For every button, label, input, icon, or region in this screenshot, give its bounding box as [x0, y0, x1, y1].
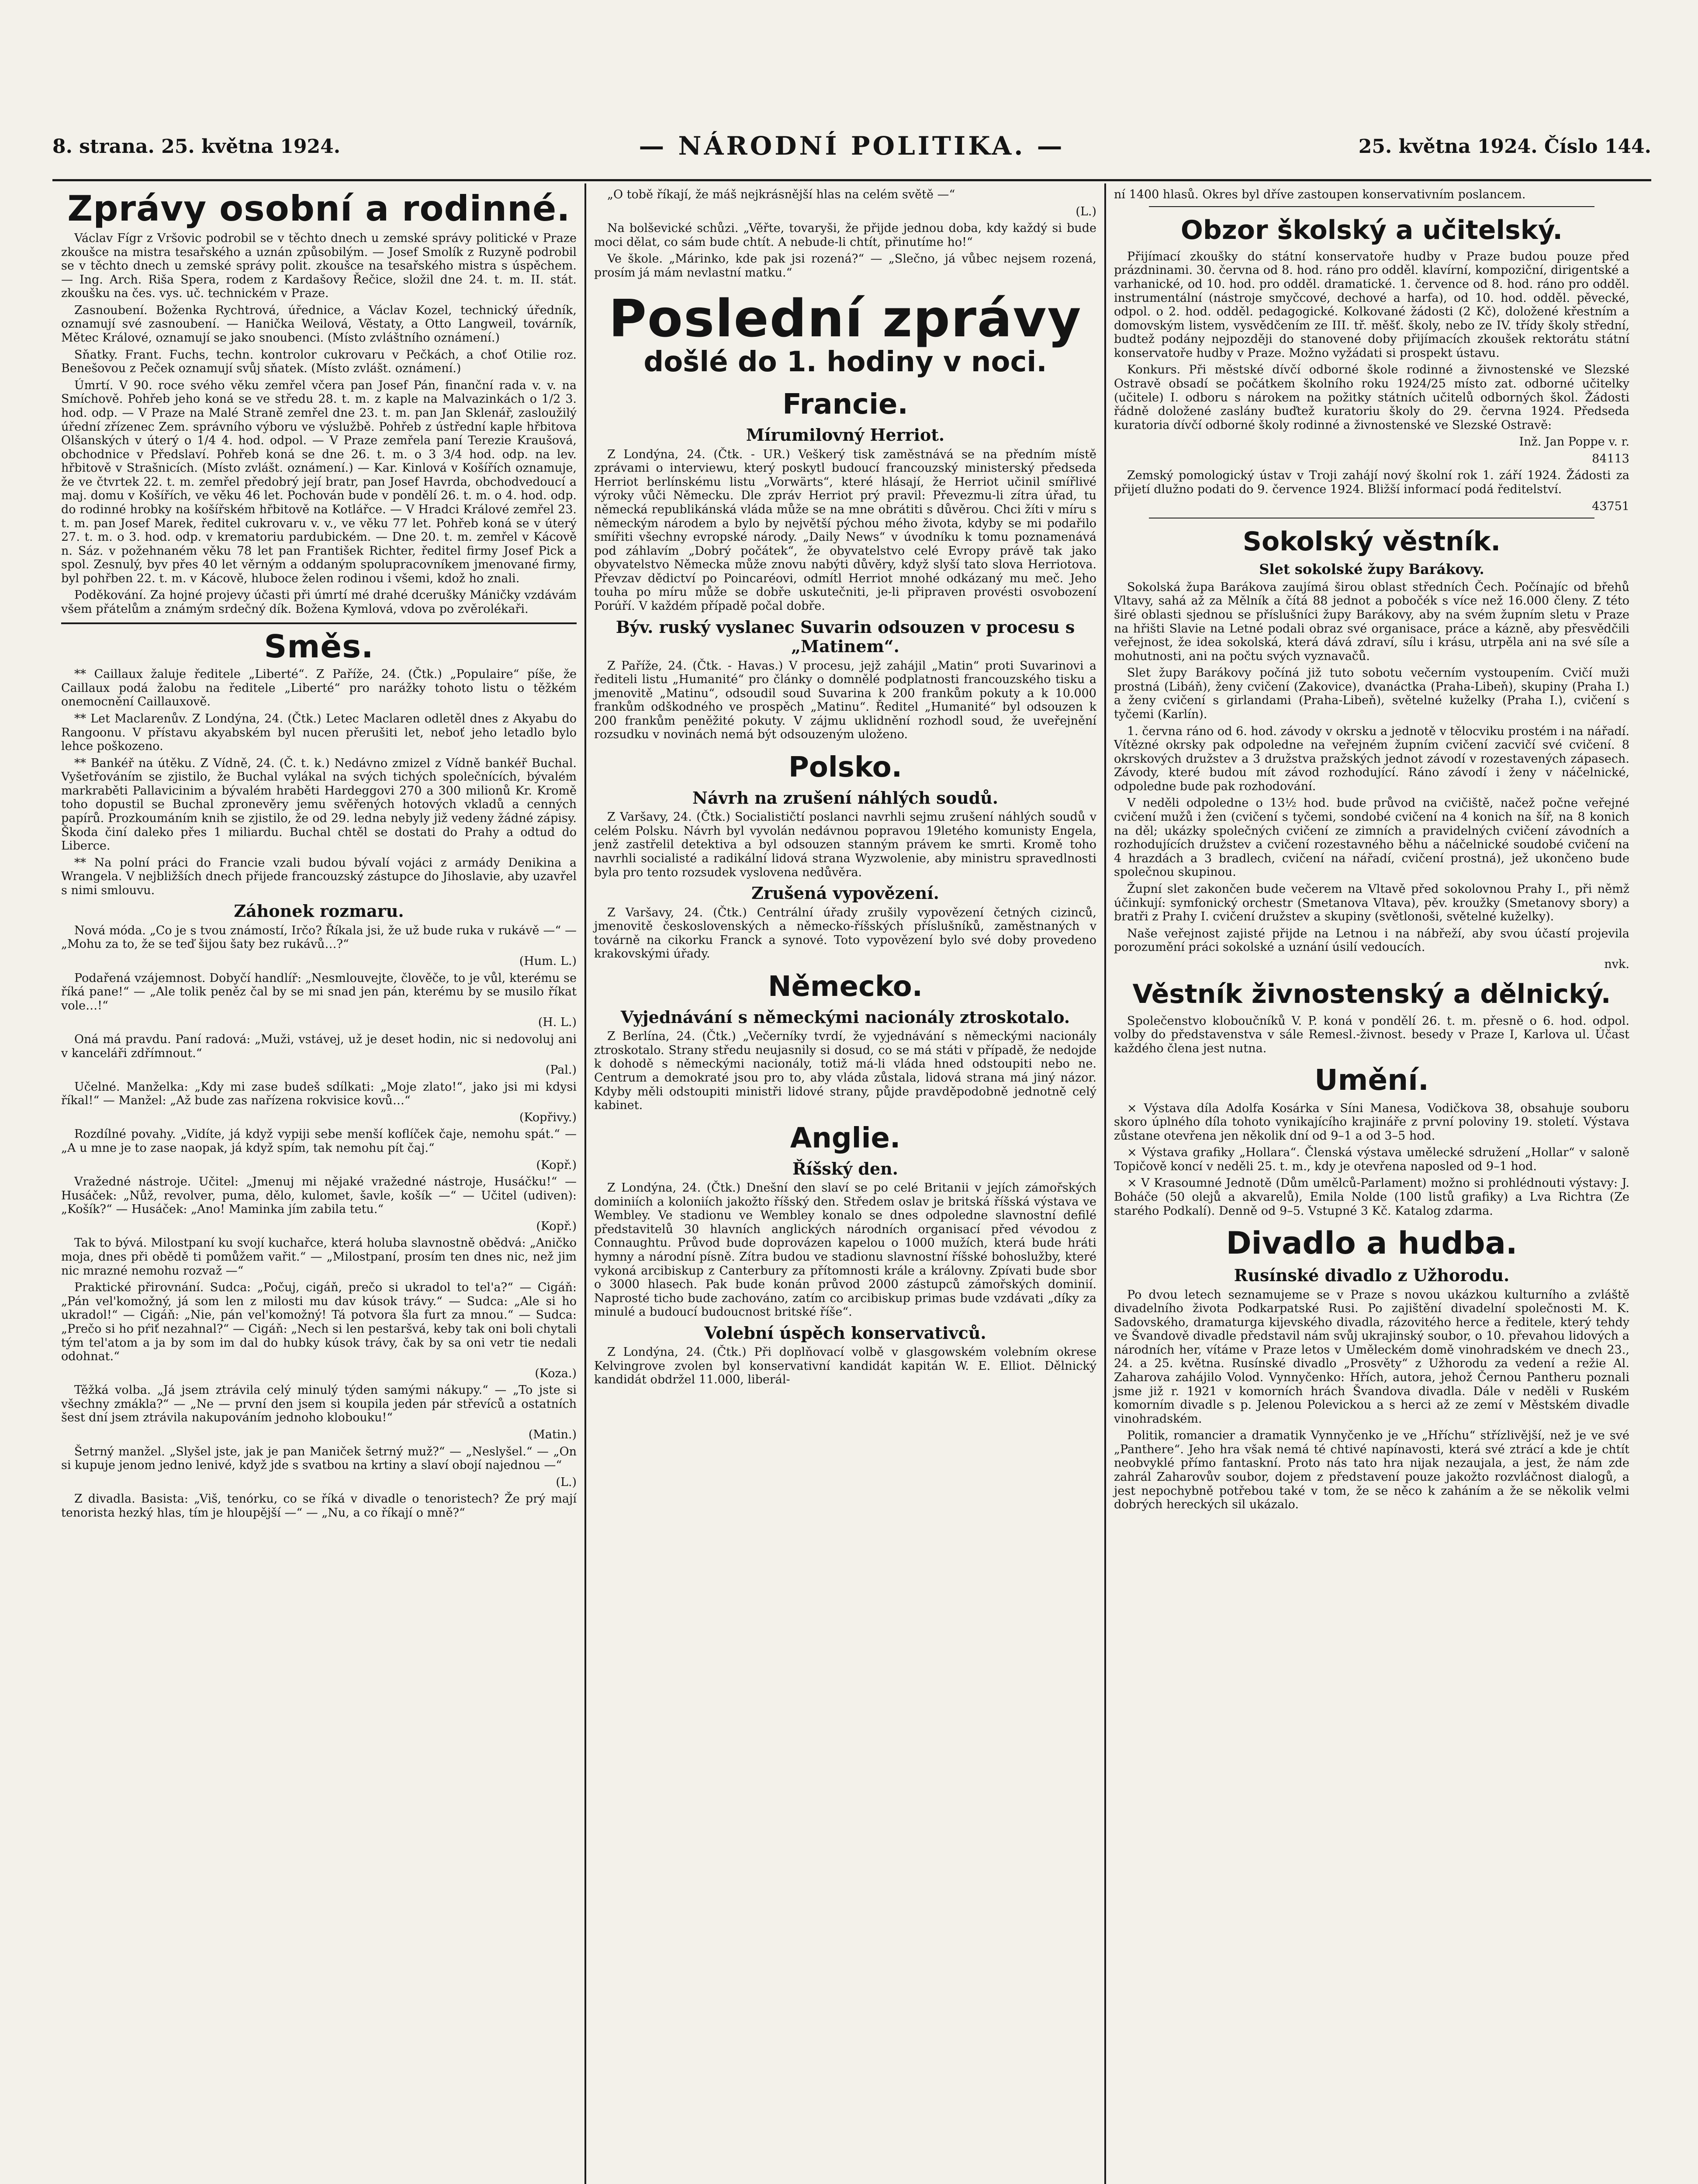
article-paragraph: ** Na polní práci do Francie vzali budou bývalí vojáci z armády Denikina a Wrangela. V nejbližších dnech přijede francouzský zástupce do Jihoslavie, aby uzavřel s nimi smlouvu.	[61, 856, 577, 897]
section-title-personal-news: Zprávy osobní a rodinné.	[67, 188, 571, 229]
column-2	[594, 188, 1096, 1390]
joke-paragraph: Ve škole. „Márinko, kde pak jsi rozená?“ — „Slečno, já vůbec nejsem rozená, prosím já mám nevlastní matku.“	[594, 252, 1096, 280]
article-paragraph: Z Londýna, 24. (Čtk. - UR.) Veškerý tisk zaměstnává se na předním místě zprávami o interviewu, který poskytl budoucí francouzský ministerský předseda Herriot berlínskému listu „Vorwärts“, které hlásají, že Herriot učinil smířlivé výroky vůči Německu. Dle zpráv Herriot prý pravil: Převezmu-li zítra úřad, tu německá republikánská vláda může se na mne obrátiti s důvěrou. Chci žíti v míru s německým národem a bylo by největší pýchou mého života, kdyby se mi podařilo smířiti všechny evropské národy. „Daily News“ v úvodníku k tomu poznamenává pod záhlavím „Dobrý počátek“, že obyvatelstvo celé Evropy právě tak jako obyvatelstvo Německa může znovu nabýti důvěry, když slyší tato slova Herriotova. Převzav dědictví po Poincaréovi, odmítl Herriot mnohé odkázaný mu meč. Jeho touha po míru může se dobře uskutečniti, je-li připraven provésti osvobození Porúří. V každém případě počal dobře.	[594, 447, 1096, 613]
article-paragraph: 1. června ráno od 6. hod. závody v okrsku a jednotě v tělocviku prostém i na nářadí. Vítězné okrsky pak odpoledne na veřejném župním cvičení zacvičí své cvičení. 8 okrskových družstev a 3 družstva pražských jednot závodí v rozestavených zápasech. Závody, které budou mít závod rozhodující. Ráno závodí i ženy v náčelnické, odpoledne bude pak rozhodování.	[1114, 724, 1629, 793]
section-title-theatre: Divadlo a hudba.	[1226, 1225, 1518, 1261]
article-paragraph: × V Krasoumné Jednotě (Dům umělců-Parlament) možno si prohlédnouti výstavy: J. Boháče (50 olejů a akvarelů), Emila Nolde (100 listů grafiky) a Lva Richtra (Ze starého Podkalí). Denně od 9–5. Vstupné 3 Kč. Katalog zdarma.	[1114, 1176, 1629, 1218]
article-paragraph: Župní slet zakončen bude večerem na Vltavě před sokolovnou Prahy I., při němž účinkují: symfonický orchestr (Smetanova Vltava), pěv. kroužky (Smetanovy sbory) a bratři z Prahy I. cvičení družstev a skupiny (světlonoši, světelné kuželky).	[1114, 882, 1629, 924]
article-paragraph: Sňatky. Frant. Fuchs, techn. kontrolor cukrovaru v Pečkách, a choť Otilie roz. Benešovou z Peček oznamují svůj sňatek. (Místo zvlášt. oznámení.)	[61, 348, 577, 376]
country-heading-england: Anglie.	[790, 1122, 901, 1154]
joke-source: (Kopř.)	[536, 1158, 577, 1172]
joke-source: (Matin.)	[528, 1427, 577, 1441]
section-title-sokol: Sokolský věstník.	[1242, 526, 1501, 557]
newspaper-title: — NÁRODNÍ POLITIKA. —	[639, 131, 1065, 161]
article-paragraph: Společenstvo kloboučníků V. P. koná v pondělí 26. t. m. přesně o 6. hod. odpol. volby do představenstva v sále Remesl.-živnost. besedy v Praze I, Karlova ul. Účast každého člena jest nutna.	[1114, 1014, 1629, 1055]
article-paragraph: Přijímací zkoušky do státní konservatoře hudby v Praze budou pouze před prázdninami. 30. června od 8. hod. ráno pro odděl. klavírní, kompoziční, dirigentské a varhanické, od 10. hod. pro odděl. dramatické. 1. července od 8. hod. ráno pro odděl. instrumentální (nástroje smyčcové, dechové a harfa), od 10. hod. odděl. pěvecké, odpol. o 2. hod. odděl. pedagogické. Kolkované žádosti (2 Kč), doložené křestním a domovským listem, vysvědčením ze III. tř. měšť. školy, nebo ze IV. třídy školy střední, budtež podány nejpozději do stanovené doby přijímacích zkoušek rektorátu státní konservatoře hudby v Praze. Možno vyžádati si prospekt ústavu.	[1114, 249, 1629, 360]
section-title-smes: Směs.	[264, 628, 374, 665]
article-subhead: Zrušená vypovězení.	[751, 883, 939, 903]
article-paragraph: Z Varšavy, 24. (Čtk.) Socialističtí poslanci navrhli sejmu zrušení náhlých soudů v celém Polsku. Návrh byl vyvolán nedávnou popravou 19letého komunisty Engela, jenž zastřelil detektiva a byl odsouzen stanným právem ke smrti. Kromě toho navrhli socialisté a radikální lidová strana Wyzwolenie, aby ministru spravedlnosti byla pro tento rozsudek vyslovena nedůvěra.	[594, 810, 1096, 879]
column-divider-2	[1104, 183, 1106, 2184]
page-date-left: 8. strana. 25. května 1924.	[52, 135, 341, 158]
joke-source: (Kopřivy.)	[519, 1110, 577, 1124]
joke-paragraph: Rozdílné povahy. „Vidíte, já když vypiji sebe menší koflíček čaje, nemohu spát.“ — „A u mne je to zase naopak, já když spím, tak nemohu pít čaj.“	[61, 1127, 577, 1155]
article-subhead: Slet sokolské župy Barákovy.	[1259, 561, 1484, 578]
article-paragraph: Sokolská župa Barákova zaujímá širou oblast středních Čech. Počínajíc od břehů Vltavy, sahá až za Mělník a čítá 88 jednot a pobočék s více než 16.000 členy. Z této širé oblasti sjednou se příslušníci župy Barákovy, aby na svém župním sletu v Praze na hřišti Slavie na Letné podali obraz své organisace, práce a kázně, aby přesvědčili veřejnost, že idea sokolská, která dává zdraví, sílu i krásu, utrpěla ani na své síle a mohutnosti, ani na počtu svých vyznavačů.	[1114, 580, 1629, 663]
article-paragraph: ní 1400 hlasů. Okres byl dříve zastoupen konservativním poslancem.	[1114, 188, 1526, 201]
article-paragraph: Úmrtí. V 90. roce svého věku zemřel včera pan Josef Pán, finanční rada v. v. na Smíchově. Pohřeb jeho koná se ve středu 28. t. m. z kaple na Malvazinkách o 1/2 3. hod. odp. — V Praze na Malé Straně zemřel dne 23. t. m. pan Jan Sklenář, zasloužilý úřední zřízenec Zem. správního výboru ve výslužbě. Pohřeb z ústřední kaple hřbitova Olšanských v úterý o 1/4 4. hod. odpol. — V Praze zemřela paní Terezie Kraušová, obchodnice v Předslaví. Pohřeb koná se dne 26. t. m. o 3 3/4 hod. odp. na lev. hřbitově v Strašnicích. (Místo zvlášt. oznámení.) — Kar. Kinlová v Košířích oznamuje, že ve čtvrtek 22. t. m. zemřel předobrý její bratr, pan Josef Havrda, obchodvedoucí a maj. domu v Košířích, ve věku 46 let. Pochován bude v pondělí 26. t. m. o 4. hod. odp. do rodinné hrobky na košířském hřbitově na Kotlářce. — V Hradci Králové zemřel 23. t. m. pan Josef Marek, ředitel cukrovaru v. v., ve věku 77 let. Pohřeb koná se v úterý 27. t. m. o 3. hod. odp. v krematoriu pardubickém. — Dne 20. t. m. zemřel v Kácově n. Sáz. v požehnaném věku 78 let pan František Richter, ředitel firmy Josef Pick a spol. Zesnulý, byv přes 40 let věrným a oddaným spolupracovníkem jmenované firmy, byl pohřben 22. t. m. v Kácově, hluboce želen rodinou i všemi, kdož ho znali.	[61, 378, 577, 585]
masthead	[52, 127, 1651, 179]
masthead-rule	[52, 179, 1651, 181]
article-paragraph: Z Varšavy, 24. (Čtk.) Centrální úřady zrušily vypovězení četných cizinců, jmenovitě československých a německo-říšských příslušníků, zaměstnaných v továrně na cikorku Franck a synové. Toto vypovězení bylo své doby provedeno krakovskými úřady.	[594, 905, 1096, 961]
joke-paragraph: Tak to bývá. Milostpaní ku svojí kuchařce, která holuba slavnostně obědvá: „Aničko moja, dnes při obědě ti pomůžem vařit.“ — „Milostpaní, prosím ten dnes nic, než jim nic mrazné nemohu rozvaž —“	[61, 1236, 577, 1278]
joke-source: (L.)	[1076, 204, 1096, 218]
article-subhead: Říšský den.	[792, 1158, 899, 1178]
article-subhead: Návrh na zrušení náhlých soudů.	[692, 788, 999, 808]
article-paragraph: ** Let Maclarenův. Z Londýna, 24. (Čtk.) Letec Maclaren odletěl dnes z Akyabu do Rangoonu. V přístavu akyabském byl nucen přerušiti let, neboť jeho letadlo bylo lehce poškozeno.	[61, 712, 577, 753]
article-subhead: Rusínské divadlo z Užhorodu.	[1234, 1265, 1510, 1286]
article-paragraph: Zasnoubení. Boženka Rychtrová, úřednice, a Václav Kozel, technický úředník, oznamují své zasnoubení. — Hanička Weilová, Věstaty, a Otto Langweil, továrník, Mětec Králové, oznamují se jako snoubenci. (Místo zvláštního oznámení.)	[61, 303, 577, 345]
article-paragraph: Poděkování. Za hojné projevy účasti při úmrtí mé drahé dcerušky Máničky vzdávám všem přátelům a známým srdečný dík. Božena Kymlová, vdova po zvěrolékaři.	[61, 588, 577, 616]
signature: nvk.	[1604, 957, 1629, 971]
article-paragraph: ** Bankéř na útěku. Z Vídně, 24. (Č. t. k.) Nedávno zmizel z Vídně bankéř Buchal. Vyšetřováním se zjistilo, že Buchal vylákal na svých tichých společnících, bývalém markraběti Pallavicinim a bývalém hraběti Hardeggovi 270 a 300 milionů Kr. Kromě toho dopustil se Buchal zpronevěry jemu svěřených hotových vkladů a cenných papírů. Prozkoumáním knih se zjistilo, že od 29. ledna nebyly již vedeny žádné zápisy. Škoda činí daleko přes 1 miliardu. Buchal chtěl se dostati do Prahy a odtud do Liberce.	[61, 756, 577, 853]
ad-number: 43751	[1592, 499, 1629, 513]
article-paragraph: Z Londýna, 24. (Čtk.) Při doplňovací volbě v glasgowském volebním okrese Kelvingrove zvolen byl konservativní kandidát kapitán W. E. Elliot. Dělnický kandidát obdržel 11.000, liberál-	[594, 1345, 1096, 1387]
article-paragraph: × Výstava díla Adolfa Kosárka v Síni Manesa, Vodičkova 38, obsahuje souboru skoro úplného díla tohoto vynikajícího krajináře z první poloviny 19. století. Výstava zůstane otevřena jen několik dní od 9–1 a od 3–5 hod.	[1114, 1101, 1629, 1143]
joke-source: (Koza.)	[535, 1366, 577, 1380]
joke-paragraph: Praktické přirovnání. Sudca: „Počuj, cigáň, prečo si ukradol to tel'a?“ — Cigáň: „Pán vel'komožný, já som len z milosti mu dav kúsok trávy.“ — Sudca: „Ale si ho ukradol!“ — Cigáň: „Nie, pán vel'komožný! Tá potvora šla furt za mnou.“ — Sudca: „Prečo si ho pŕiť nezahnal?“ — Cigáň: „Nech si len pestaršvá, keby tak oni boli chytali tým tel'atom a ja by som im dal do hubky kúsok trávy, čak by sa oni vetr tie nedali odohnat.“	[61, 1281, 577, 1364]
joke-source: (Kopř.)	[536, 1219, 577, 1233]
joke-paragraph: Šetrný manžel. „Slyšel jste, jak je pan Maniček šetrný muž?“ — „Neslyšel.“ — „On si kupuje jenom jedno lenivé, když jde s svatbou na krtiny a slaví obojí najednou —“	[61, 1444, 577, 1472]
section-title-trade: Věstník živnostenský a dělnický.	[1132, 979, 1611, 1010]
article-paragraph: Zemský pomologický ústav v Troji zahájí nový školní rok 1. září 1924. Žádosti za přijetí dlužno podati do 9. července 1924. Bližší informací podá ředitelství.	[1114, 469, 1629, 497]
article-paragraph: Slet župy Barákovy počíná již tuto sobotu večerním vystoupením. Cvičí muži prostná (Libáň), ženy cvičení (Zakovice), dvanáctka (Praha-Libeň), skupiny (Praha I.) a ženy cvičení s girlandami (Praha-Libeň), světelné kuželky (Praha I.), cvičení s tyčemi (Karlín).	[1114, 666, 1629, 721]
country-heading-poland: Polsko.	[788, 751, 903, 784]
article-paragraph: Z Paříže, 24. (Čtk. - Havas.) V procesu, jejž zahájil „Matin“ proti Suvarinovi a řediteli listu „Humanité“ pro články o domnělé podplatnosti francouzského tisku a jmenovitě „Matinu“, odsoudil soud Suvarina k 200 frankům pokuty a k 10.000 frankům odškodného ve prospěch „Matinu“. Ředitel „Humanité“ byl odsouzen k 200 frankům peněžité pokuty. V zájmu uklidnění rozhodl soud, že uveřejnění rozsudku v novinách nemá být odsouzeným uloženo.	[594, 659, 1096, 742]
article-paragraph: Politik, romancier a dramatik Vynnyčenko je ve „Hříchu“ střízlivější, než je ve své „Panthere“. Jeho hra však nemá té chtivé napínavosti, která své ztrácí a kde je chtít neobvyklé přímo fantaskní. Proto nás tato hra nijak nezaujala, a jest, že nám zde zahrál Zaharovův soubor, dojem z představení pouze jakožto rozvláčnost dialogů, a jest nepochybně potřebou také v tom, že se něco k zaháním a že se několik velmi dobrých hereckých sil ukázalo.	[1114, 1429, 1629, 1512]
section-title-art: Umění.	[1314, 1063, 1429, 1097]
country-heading-germany: Německo.	[768, 970, 923, 1003]
article-subhead: Mírumilovný Herriot.	[746, 425, 945, 445]
section-rule	[1149, 206, 1594, 207]
article-paragraph: Konkurs. Při městské dívčí odborné škole rodinné a živnostenské ve Slezské Ostravě obsadí se počátkem školního roku 1924/25 místo zat. odborné učitelky (učitele) I. odboru s nárokem na požitky státních učitelů odborných škol. Žádosti řádně doložené zaslány buďtež kuratoriu školy do 29. června 1924. Předseda kuratoria dívčí odborné školy rodinné a živnostenské ve Slezské Ostravě:	[1114, 363, 1629, 432]
joke-paragraph: Oná má pravdu. Paní radová: „Muži, vstávej, už je deset hodin, nic si nedovoluj ani v kanceláři zdřímnout.“	[61, 1032, 577, 1060]
joke-paragraph: Podařená vzájemnost. Dobyčí handlíř: „Nesmlouvejte, člověče, to je vůl, kterému se říká pane!“ — „Ale tolik peněz čal by se mi snad jen pán, kterému by se musilo říkat vole…!“	[61, 971, 577, 1013]
headline-latest-news-sub: došlé do 1. hodiny v noci.	[643, 346, 1047, 379]
signature: Inž. Jan Poppe v. r.	[1519, 435, 1629, 449]
article-paragraph: Václav Fígr z Vršovic podrobil se v těchto dnech u zemské správy politické v Praze zkoušce na mistra tesařského a uznán způsobilým. — Josef Smolík z Ruzyně podrobil se v těchto dnech u zemské správy polit. zkoušce na tesařského mistra s úspěchem. — Ing. Arch. Riša Spera, rodem z Kardašovy Řečice, složil dne 24. t. m. II. stát. zkoušku na čes. vys. uč. technickém v Praze.	[61, 232, 577, 301]
column-1	[61, 188, 577, 1523]
joke-paragraph: Nová móda. „Co je s tvou známostí, Irčo? Říkala jsi, že už bude ruka v rukávě —“ — „Mohu za to, že se teď šijou šaty bez rukávů…?“	[61, 923, 577, 951]
column-3	[1114, 188, 1629, 1515]
article-subhead: Volební úspěch konservativců.	[704, 1323, 986, 1343]
article-paragraph: Naše veřejnost zajisté přijde na Letnou i na nábřeží, aby svou účastí projevila porozumění práci sokolské a uznání úsilí vedoucích.	[1114, 926, 1629, 954]
joke-source: (H. L.)	[538, 1016, 577, 1030]
joke-source: (L.)	[556, 1475, 577, 1489]
issue-date-right: 25. května 1924. Číslo 144.	[1358, 135, 1651, 158]
joke-paragraph: Učelné. Manželka: „Kdy mi zase budeš sdílkati: „Moje zlato!“, jako jsi mi kdysi říkal!“ — Manžel: „Až bude zas nařízena rokvisice kovů…“	[61, 1080, 577, 1108]
joke-paragraph: Z divadla. Basista: „Viš, tenórku, co se říká v divadle o tenoristech? Že prý mají tenorista hezký hlas, tím je hloupější —“ — „Nu, a co říkají o mně?“	[61, 1492, 577, 1520]
section-rule	[61, 622, 577, 624]
joke-source: (Hum. L.)	[519, 954, 577, 968]
joke-paragraph: Na bolševické schůzi. „Věřte, tovaryši, že přijde jednou doba, kdy každý si bude moci dělat, co sám bude chtít. A nebude-li chtít, přinutíme ho!“	[594, 221, 1096, 249]
article-subhead: Vyjednávání s německými nacionály ztroskotalo.	[620, 1007, 1070, 1027]
article-paragraph: Po dvou letech seznamujeme se v Praze s novou ukázkou kulturního a zvláště divadelního života Podkarpatské Rusi. Po zajištění divadelní společnosti M. K. Sadovského, dramaturga kijevského divadla, rázovitého herce a ředitele, který tehdy ve Švandově divadle představil nám svůj ukrajinský soubor, o 10. převahou lidových a národních her, vítáme v Praze letos v Uměleckém domě vinohradském ve dnech 23., 24. a 25. května. Rusínské divadlo „Prosvěty“ z Užhorodu za vedení a režie Al. Zaharova zahájilo Volod. Vynnyčenko: Hřích, autora, jehož Černou Pantheru poznali jsme již r. 1921 v komorních hrách Švandova divadla. Dále v neděli v Ruském komorním divadle s p. Jelenou Polevickou a s herci až ze zemí v Městském divadle vinohradském.	[1114, 1288, 1629, 1426]
joke-source: (Pal.)	[545, 1063, 577, 1077]
article-paragraph: V neděli odpoledne o 13½ hod. bude průvod na cvičiště, načež počne veřejné cvičení mužů i žen (cvičení s tyčemi, sondobé cvičení na 4 konich na šíř, na 8 konich na děl; ukázky společných cvičení ze zimních a pravidelných cvičení závodních a rozhodujících družstev a cvičení rozestavného běhu a náčelnické soudobé cvičení na 4 hrazdách a 3 bradlech, cvičení na nářadí, cvičení prostná), jež ukončeno bude společnou skupinou.	[1114, 796, 1629, 879]
joke-paragraph: Vražedné nástroje. Učitel: „Jmenuj mi nějaké vražedné nástroje, Husáčku!“ — Husáček: „Nůž, revolver, puma, dělo, kulomet, šavle, košík —“ — Učitel (udiven): „Košík?“ — Husáček: „Ano! Maminka jím zabila tetu.“	[61, 1175, 577, 1216]
column-divider-1	[584, 183, 586, 2184]
headline-latest-news: Poslední zprávy	[609, 288, 1082, 349]
joke-paragraph: Těžká volba. „Já jsem ztrávila celý minulý týden samými nákupy.“ — „To jste si všechny zmákla?“ — „Ne — první den jsem si koupila jeden pár střevíců a ostatních šest dní jsem ztrávila nakupováním jednoho klobouku!“	[61, 1383, 577, 1425]
article-paragraph: × Výstava grafiky „Hollara“. Členská výstava umělecké sdružení „Hollar“ v saloně Topičově koncí v neděli 25. t. m., kdy je otevřena naposled od 9–1 hod.	[1114, 1146, 1629, 1173]
country-heading-france: Francie.	[782, 388, 908, 421]
article-paragraph: ** Caillaux žaluje ředitele „Liberté“. Z Paříže, 24. (Čtk.) „Populaire“ píše, že Caillaux podá žalobu na ředitele „Liberté“ pro narážky tohoto listu o těžkém onemocnění Caillauxově.	[61, 667, 577, 709]
article-paragraph: Z Londýna, 24. (Čtk.) Dnešní den slaví se po celé Britanii v jejích zámořských dominiích a koloniích jakožto říšský den. Středem oslav je britská říšská výstava ve Wembley. Ve stadionu ve Wembley konalo se dnes odpoledne slavnostní defilé představitelů 30 hlavních anglických národních organisací před vévodou z Connaughtu. Průvod bude doprovázen kapelou o 1000 mužích, která bude hráti hymny a národní písně. Zítra budou ve stadionu slavnostní říšské bohoslužby, které vykoná arcibiskup z Canterbury za přítomnosti krále a královny. Zpívati bude sbor o 3000 hlasech. Pak bude konán průvod 2000 zástupců zámořských dominií. Naprosté ticho bude zachováno, zatím co arcibiskup primas bude vzdávati „díky za minulé a budoucí budoucnost britské říše“.	[594, 1181, 1096, 1319]
ad-number: 84113	[1592, 452, 1629, 466]
joke-paragraph: „O tobě říkají, že máš nejkrásnější hlas na celém světě —“	[607, 188, 955, 201]
subhead-zahonek: Záhonek rozmaru.	[234, 901, 404, 921]
article-subhead: Býv. ruský vyslanec Suvarin odsouzen v procesu s „Matinem“.	[616, 617, 1075, 657]
section-title-school: Obzor školský a učitelský.	[1180, 214, 1563, 245]
article-paragraph: Z Berlína, 24. (Čtk.) „Večerníky tvrdí, že vyjednávání s německými nacionály ztroskotalo. Strany středu neujasnily si dosud, co se má státi v případě, že nedojde k dohodě s německými nacionály, totiž má-li vláda hned odstoupiti nebo ne. Centrum a demokraté jsou pro to, aby vláda zůstala, lidová strana má jiný názor. Kdyby měli odstoupiti ministři lidové strany, půjde pravděpodobně jednotně celý kabinet.	[594, 1030, 1096, 1113]
